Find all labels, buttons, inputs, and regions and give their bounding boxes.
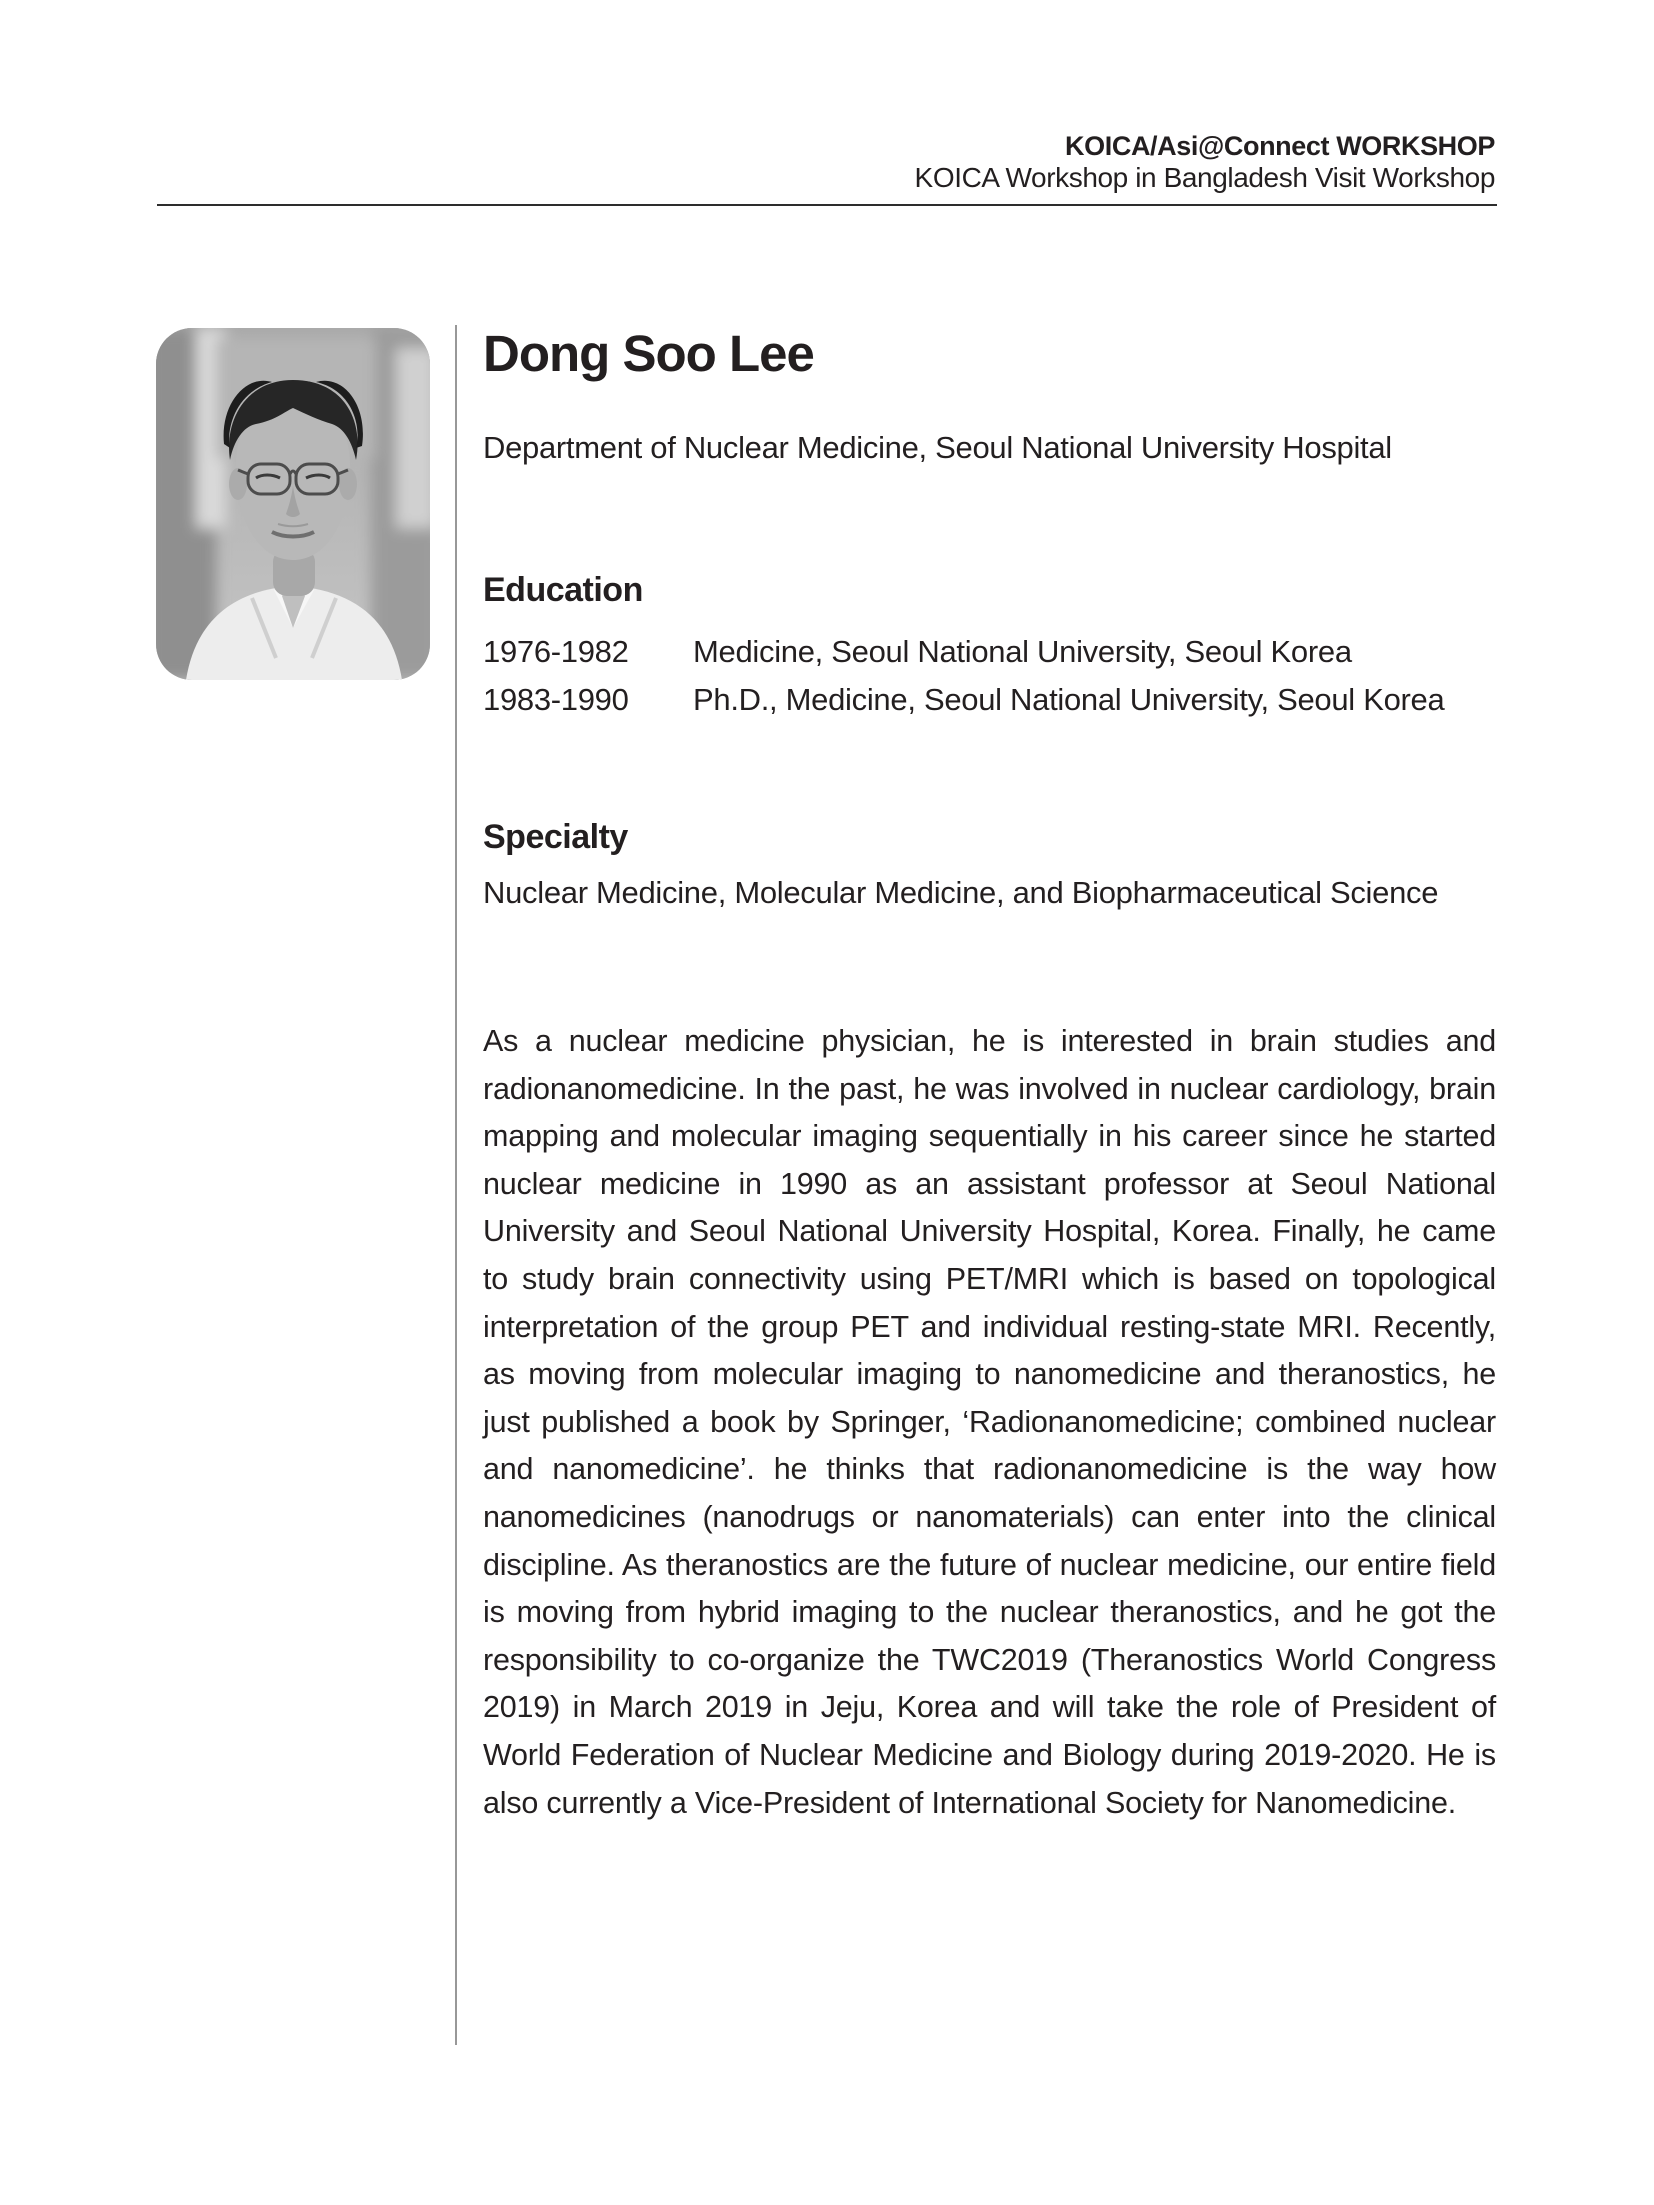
education-period: 1983-1990 (483, 682, 629, 717)
portrait-photo (156, 328, 430, 680)
education-period: 1976-1982 (483, 634, 629, 669)
education-detail: Ph.D., Medicine, Seoul National University, Seoul Korea (693, 682, 1445, 717)
specialty-text: Nuclear Medicine, Molecular Medicine, and Biopharmaceutical Science (483, 875, 1439, 910)
workshop-subtitle: KOICA Workshop in Bangladesh Visit Workshop (914, 162, 1495, 193)
portrait-photo-graphic (156, 328, 430, 680)
header-divider-line (157, 204, 1497, 206)
specialty-heading: Specialty (483, 818, 628, 856)
education-heading: Education (483, 571, 643, 609)
page-header (915, 131, 1495, 194)
education-row (483, 628, 1496, 676)
education-list (483, 628, 1496, 724)
speaker-affiliation: Department of Nuclear Medicine, Seoul National University Hospital (483, 430, 1392, 465)
education-detail: Medicine, Seoul National University, Seoul Korea (693, 634, 1352, 669)
speaker-name: Dong Soo Lee (483, 325, 814, 382)
biography-paragraph: As a nuclear medicine physician, he is interested in brain studies and radionanomedicine. In the past, he was involved in nuclear cardiology, brain mapping and molecular imaging sequentially in his career since he started nuclear medicine in 1990 as an assistant professor at Seoul National University and Seoul National University Hospital, Korea. Finally, he came to study brain connectivity using PET/MRI which is based on topological interpretation of the group PET and individual resting-state MRI. Recently, as moving from molecular imaging to nanomedicine and theranostics, he just published a book by Springer, ‘Radionanomedicine; combined nuclear and nanomedicine’. he thinks that radionanomedicine is the way how nanomedicines (nanodrugs or nanomaterials) can enter into the clinical discipline. As theranostics are the future of nuclear medicine, our entire field is moving from hybrid imaging to the nuclear theranostics, and he got the responsibility to co-organize the TWC2019 (Theranostics World Congress 2019) in March 2019 in Jeju, Korea and will take the role of President of World Federation of Nuclear Medicine and Biology during 2019-2020. He is also currently a Vice-President of International Society for Nanomedicine. (483, 1024, 1496, 1820)
content-divider-line (455, 325, 457, 2045)
workshop-title: KOICA/Asi@Connect WORKSHOP (1065, 131, 1495, 161)
education-row (483, 676, 1496, 724)
